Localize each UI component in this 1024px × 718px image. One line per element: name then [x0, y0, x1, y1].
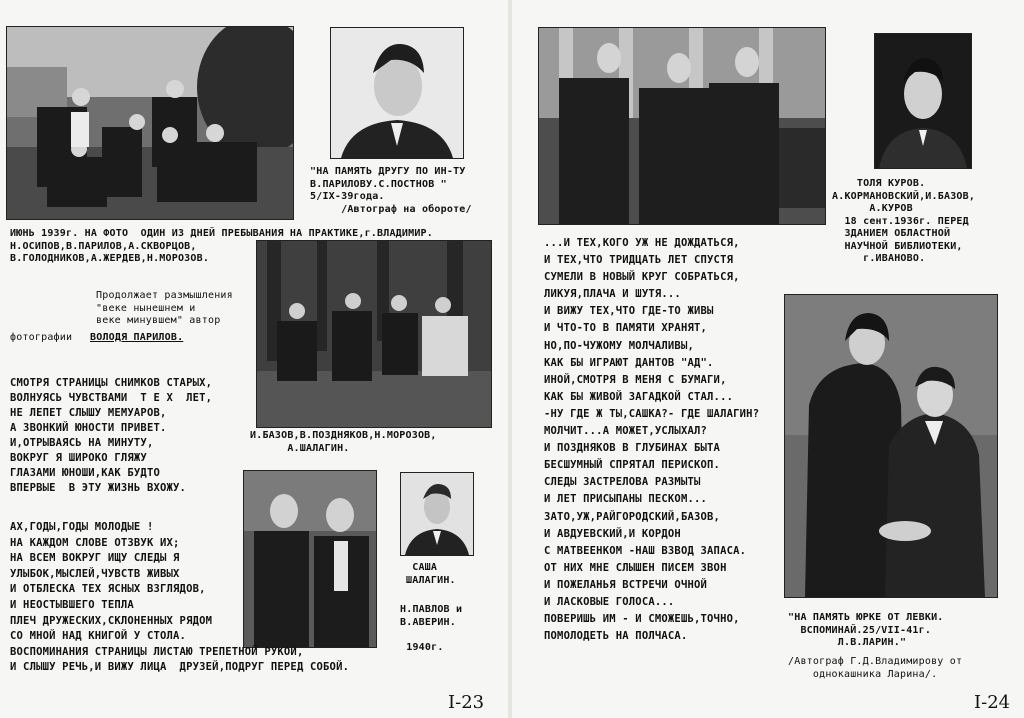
reflection-note: Продолжает размышления "веке нынешнем и веке минувшем" автор — [96, 290, 233, 326]
page-number-right: I-24 — [974, 692, 1011, 713]
bench-photo-ivanovo — [538, 27, 826, 225]
author-name: ВОЛОДЯ ПАРИЛОВ. — [90, 332, 184, 343]
portrait-postnov — [330, 27, 464, 159]
author-label: фотографии — [10, 332, 73, 343]
portrait-shalagin-caption: САША ШАЛАГИН. — [406, 562, 456, 586]
group-photo-forest-caption: И.БАЗОВ,В.ПОЗДНЯКОВ,Н.МОРОЗОВ, А.ШАЛАГИН. — [250, 430, 437, 454]
couple-photo-note: /Автограф Г.Д.Владимирову от однокашника Ларина/. — [788, 656, 963, 680]
poem-part-1: СМОТРЯ СТРАНИЦЫ СНИМКОВ СТАРЫХ, ВОЛНУЯСЬ ЧУВСТВАМИ Т Е Х ЛЕТ, НЕ ЛЕПЕТ СЛЫШУ МЕМУАРОВ, А ЗВОНКИЙ ЮНОСТИ ПРИВЕТ. И,ОТРЫВАЯСЬ НА МИНУТУ, ВОКРУГ Я ШИРОКО ГЛЯЖУ ГЛАЗАМИ ЮНОШИ,КАК БУДТО ВПЕРВЫЕ В ЭТУ ЖИЗНЬ ВХОЖУ. — [10, 377, 213, 494]
group-photo-practice — [6, 26, 294, 220]
pair-photo-caption: Н.ПАВЛОВ и В.АВЕРИН. 1940г. — [400, 604, 463, 653]
portrait-postnov-caption: "НА ПАМЯТЬ ДРУГУ ПО ИН-ТУ В.ПАРИЛОВУ.С.ПОСТНОВ " 5/IX-39года. /Автограф на обороте/ — [310, 166, 472, 215]
portrait-kurov-caption: ТОЛЯ КУРОВ. А.КОРМАНОВСКИЙ,И.БАЗОВ, А.КУРОВ 18 сент.1936г. ПЕРЕД ЗДАНИЕМ ОБЛАСТНОЙ НАУЧНОЙ БИБЛИОТЕКИ, г.ИВАНОВО. — [832, 178, 976, 264]
poem-part-2: АХ,ГОДЫ,ГОДЫ МОЛОДЫЕ ! НА КАЖДОМ СЛОВЕ ОТЗВУК ИХ; НА ВСЕМ ВОКРУГ ИЩУ СЛЕДЫ Я УЛЫБОК,МЫСЛЕЙ,ЧУВСТВ ЖИВЫХ И ОТБЛЕСКА ТЕХ ЯСНЫХ ВЗГЛЯДОВ, И НЕОСТЫВШЕГО ТЕПЛА ПЛЕЧ ДРУЖЕСКИХ,СКЛОНЕННЫХ РЯДОМ СО МНОЙ НАД КНИГОЙ У СТОЛА. ВОСПОМИНАНИЯ СТРАНИЦЫ ЛИСТАЮ ТРЕПЕТНОЙ РУКОЙ, И СЛЫШУ РЕЧЬ,И ВИЖУ ЛИЦА ДРУЗЕЙ,ПОДРУГ ПЕРЕД СОБОЙ. — [10, 521, 350, 674]
portrait-kurov — [874, 33, 972, 169]
page-number-left: I-23 — [448, 692, 485, 713]
poem-part-3: ...И ТЕХ,КОГО УЖ НЕ ДОЖДАТЬСЯ, И ТЕХ,ЧТО ТРИДЦАТЬ ЛЕТ СПУСТЯ СУМЕЛИ В НОВЫЙ КРУГ СОБРАТЬСЯ, ЛИКУЯ,ПЛАЧА И ШУТЯ... И ВИЖУ ТЕХ,ЧТО ГДЕ-ТО ЖИВЫ И ЧТО-ТО В ПАМЯТИ ХРАНЯТ, НО,ПО-ЧУЖОМУ МОЛЧАЛИВЫ, КАК БЫ ИГРАЮТ ДАНТОВ "АД". ИНОЙ,СМОТРЯ В МЕНЯ С БУМАГИ, КАК БЫ ЖИВОЙ ЗАГАДКОЙ СТАЛ... -НУ ГДЕ Ж ТЫ,САШКА?- ГДЕ ШАЛАГИН? МОЛЧИТ...А МОЖЕТ,УСЛЫХАЛ? И ПОЗДНЯКОВ В ГЛУБИНАХ БЫТА БЕСШУМНЫЙ СПРЯТАЛ ПЕРИСКОП. СЛЕДЫ ЗАСТРЕЛОВА РАЗМЫТЫ И ЛЕТ ПРИСЫПАНЫ ПЕСКОМ... ЗАТО,УЖ,РАЙГОРОДСКИЙ,БАЗОВ, И АВДУЕВСКИЙ,И КОРДОН С МАТВЕЕНКОМ -НАШ ВЗВОД ЗАПАСА. ОТ НИХ МНЕ СЛЫШЕН ПИСЕМ ЗВОН И ПОЖЕЛАНЬЯ ВСТРЕЧИ ОЧНОЙ И ЛАСКОВЫЕ ГОЛОСА... ПОВЕРИШЬ ИМ - И СМОЖЕШЬ,ТОЧНО, ПОМОЛОДЕТЬ НА ПОЛЧАСА. — [544, 237, 760, 643]
couple-photo-larin — [784, 294, 998, 598]
group-photo-practice-caption: ИЮНЬ 1939г. НА ФОТО ОДИН ИЗ ДНЕЙ ПРЕБЫВАНИЯ НА ПРАКТИКЕ,г.ВЛАДИМИР. Н.ОСИПОВ,В.ПАРИЛОВ,А.СКВОРЦОВ, В.ГОЛОДНИКОВ,А.ЖЕРДЕВ,Н.МОРОЗОВ. — [10, 228, 433, 264]
album-page-right — [512, 0, 1024, 718]
portrait-shalagin — [400, 472, 474, 556]
couple-photo-caption: "НА ПАМЯТЬ ЮРКЕ ОТ ЛЕВКИ. ВСПОМИНАЙ.25/VII-41г. Л.В.ЛАРИН." — [788, 612, 944, 648]
group-photo-forest — [256, 240, 492, 428]
